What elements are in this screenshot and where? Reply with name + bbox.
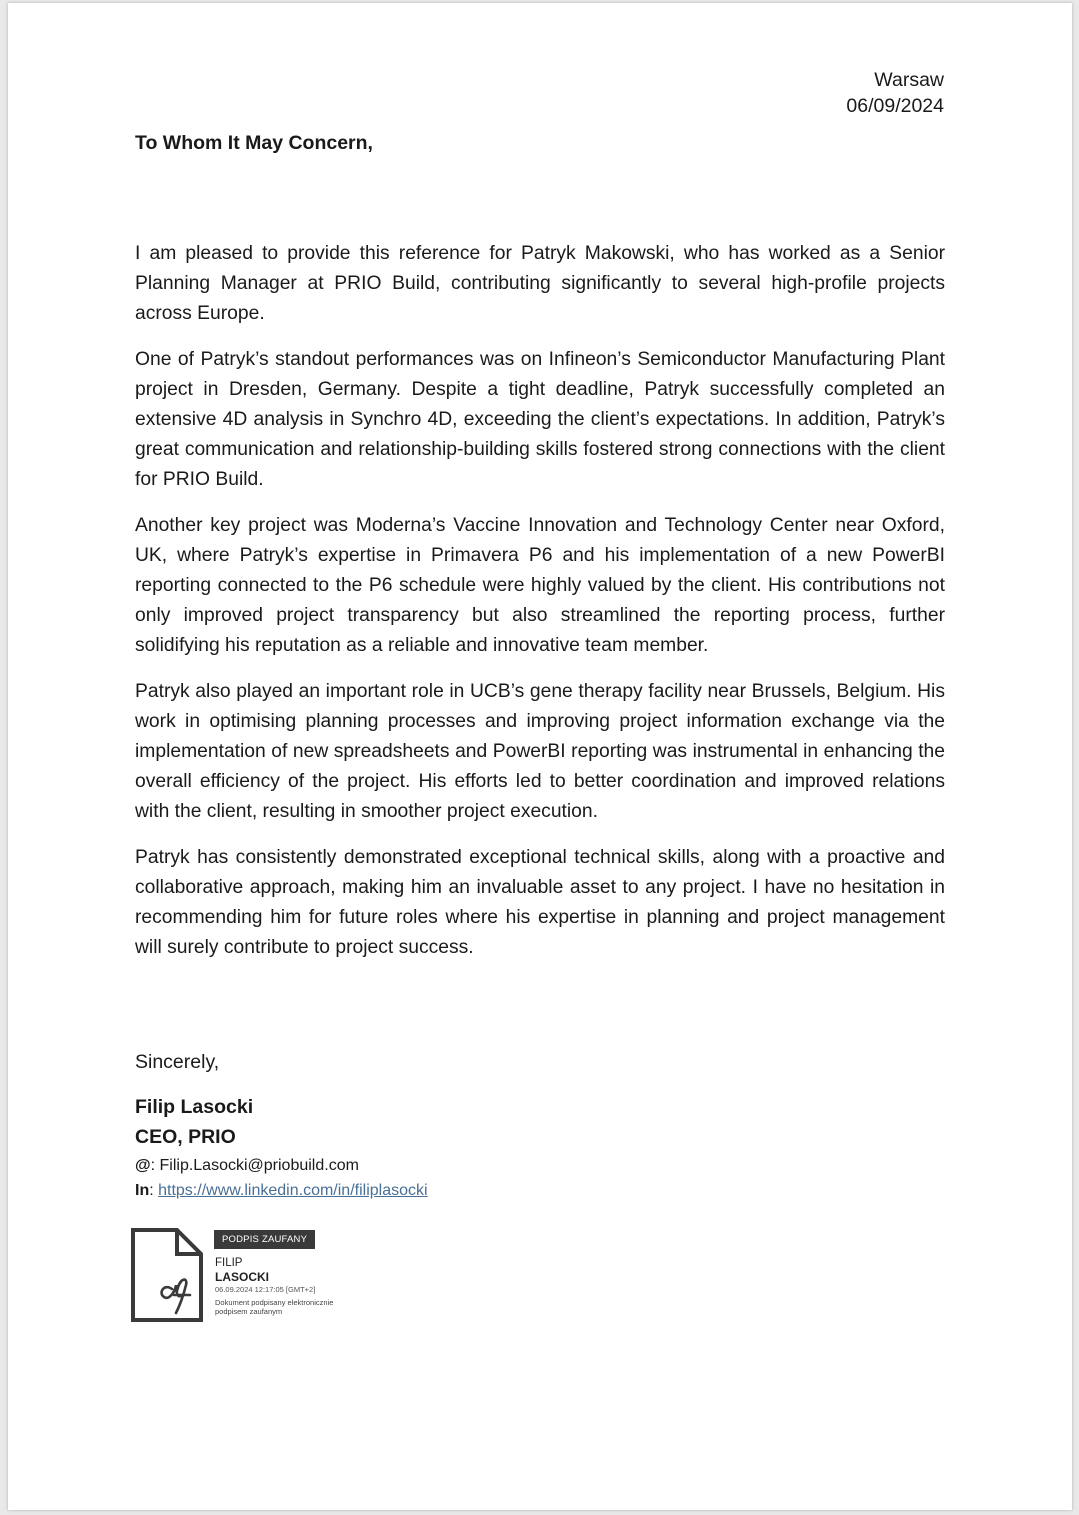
salutation: To Whom It May Concern,	[135, 132, 373, 154]
stamp-timestamp: 06.09.2024 12:17:05 [GMT+2]	[215, 1285, 316, 1294]
trusted-signature-stamp	[130, 1227, 430, 1327]
paragraph-summary: Patryk has consistently demonstrated exceptional technical skills, along with a proactive and collaborative approach, making him an invaluable asset to any project. I have no hesitation in recommending him for future roles where his expertise in planning and project management will surely contribute to project success.	[135, 846, 945, 959]
date: 06/09/2024	[846, 95, 944, 117]
linkedin-label: In	[135, 1182, 150, 1199]
email-label: @	[135, 1157, 151, 1174]
signatory-name: Filip Lasocki	[135, 1096, 254, 1118]
email-separator: :	[150, 1157, 160, 1174]
paragraph-intro: I am pleased to provide this reference for Patryk Makowski, who has worked as a Senior Planning Manager at PRIO Build, contributing significantly to several high-profile projects across Europe.	[135, 243, 945, 325]
place-and-date	[846, 67, 944, 119]
paragraph-moderna: Another key project was Moderna’s Vaccine Innovation and Technology Center near Oxford, UK, where Patryk’s expertise in Primavera P6 and his implementation of a new PowerBI reporting connected to the P6 schedule were highly valued by the client. His contributions not only improved project transparency but also streamlined the reporting process, further solidifying his reputation as a reliable and innovative team member.	[135, 514, 945, 657]
city: Warsaw	[874, 69, 944, 91]
linkedin-separator: :	[149, 1182, 159, 1199]
linkedin-link[interactable]: https://www.linkedin.com/in/filiplasocki	[158, 1182, 428, 1199]
linkedin-line	[135, 1182, 428, 1200]
signatory-title: CEO, PRIO	[135, 1126, 236, 1148]
paragraph-ucb: Patryk also played an important role in UCB’s gene therapy facility near Brussels, Belgium. His work in optimising planning processes and improving project information exchange via the implementation of new spreadsheets and PowerBI reporting was instrumental in enhancing the overall efficiency of the project. His efforts led to better coordination and improved relations with the client, resulting in smoother project execution.	[135, 680, 945, 823]
letter-body	[135, 239, 945, 978]
trusted-signature-badge: PODPIS ZAUFANY	[214, 1230, 315, 1249]
closing: Sincerely,	[135, 1051, 220, 1073]
stamp-last-name: LASOCKI	[215, 1270, 269, 1284]
email-address: Filip.Lasocki@priobuild.com	[159, 1157, 359, 1174]
paragraph-infineon: One of Patryk’s standout performances was on Infineon’s Semiconductor Manufacturing Plant project in Dresden, Germany. Despite a tight deadline, Patryk successfully completed an extensive 4D analysis in Synchro 4D, exceeding the client’s expectations. In addition, Patryk’s great communication and relationship-building skills fostered strong connections with the client for PRIO Build.	[135, 348, 945, 491]
stamp-note: Dokument podpisany elektronicznie podpisem zaufanym	[215, 1298, 334, 1316]
letter-page	[8, 3, 1072, 1510]
email-line	[135, 1157, 359, 1175]
signed-document-icon	[130, 1227, 204, 1323]
stamp-first-name: FILIP	[215, 1257, 243, 1269]
